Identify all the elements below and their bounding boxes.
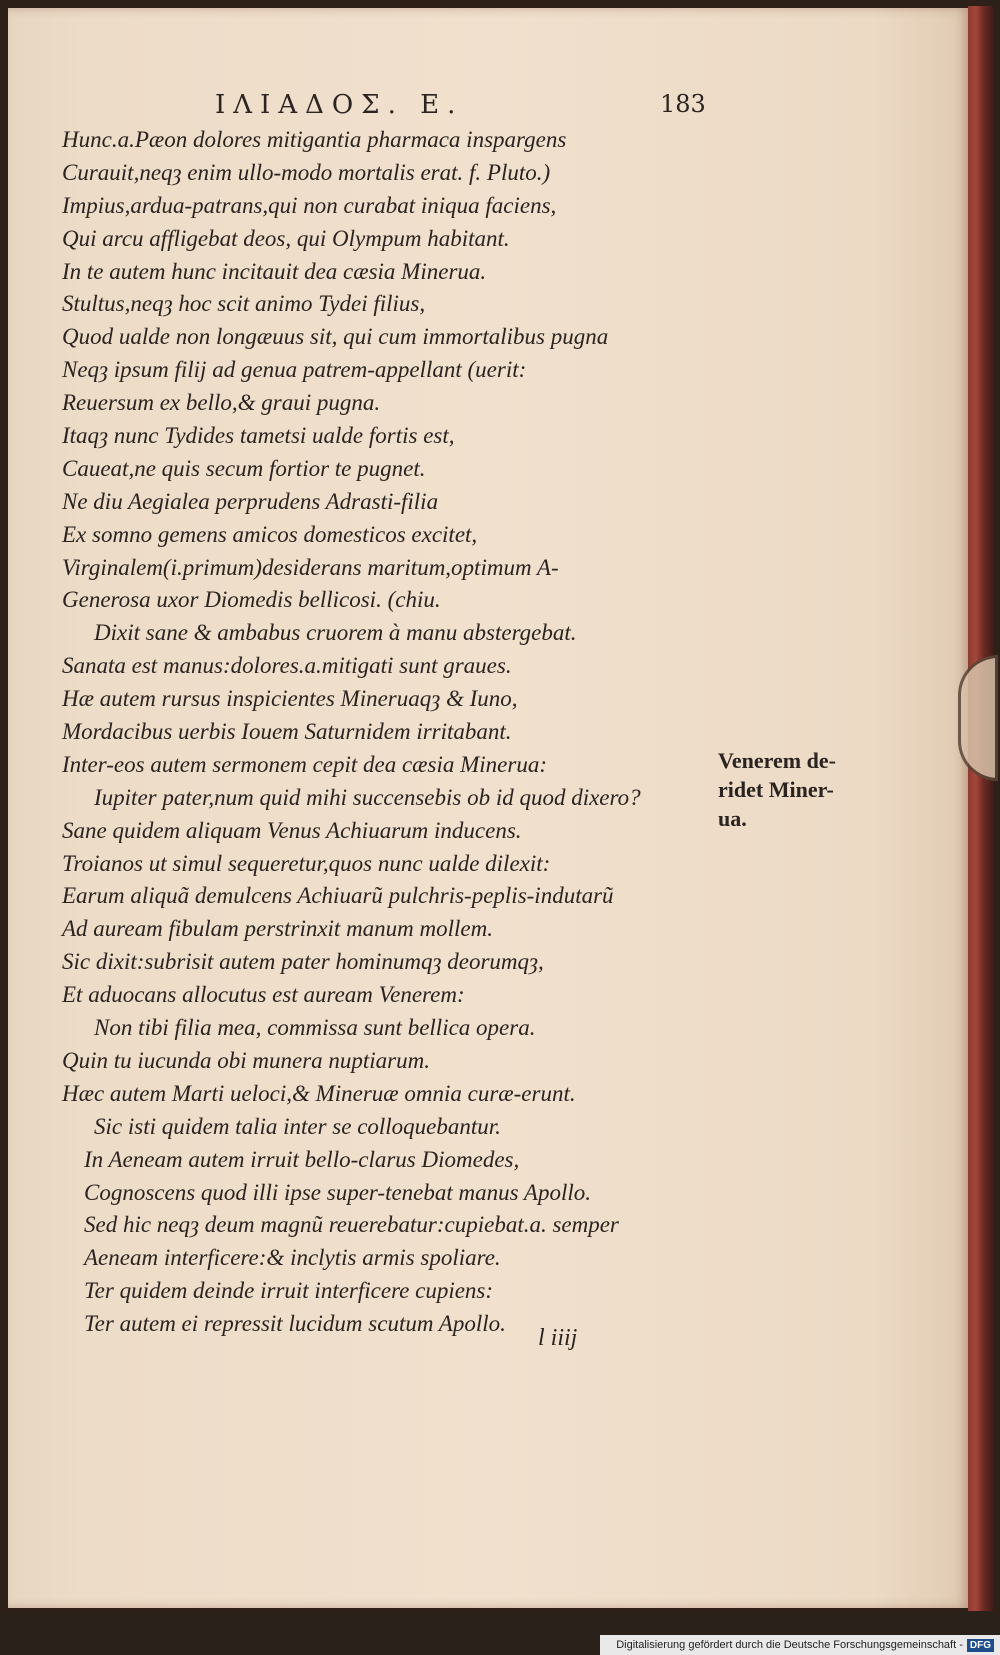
- text-line: Qui arcu affligebat deos, qui Olympum habitant.: [62, 225, 510, 251]
- running-title: ΙΛΙΑΔΟΣ. Ε.: [215, 90, 464, 120]
- text-line: Neqȝ ipsum filij ad genua patrem-appellant (uerit:: [62, 357, 527, 383]
- page-number: 183: [660, 90, 706, 118]
- text-line: Iupiter pater,num quid mihi succensebis ob id quod dixero?: [94, 784, 641, 810]
- text-line: Generosa uxor Diomedis bellicosi. (chiu.: [62, 587, 441, 613]
- text-line: Caueat,ne quis secum fortior te pugnet.: [62, 455, 426, 481]
- text-line: Reuersum ex bello,& graui pugna.: [62, 390, 381, 416]
- margin-note-line: Venerem de-: [718, 748, 836, 773]
- text-line: Curauit,neqȝ enim ullo-modo mortalis erat. f. Pluto.): [62, 159, 551, 185]
- text-line: Dixit sane & ambabus cruorem à manu abstergebat.: [94, 620, 577, 646]
- text-line: Cognoscens quod illi ipse super-tenebat manus Apollo.: [84, 1179, 591, 1205]
- text-line: Impius,ardua-patrans,qui non curabat iniqua faciens,: [62, 192, 557, 218]
- text-line: Hæ autem rursus inspicientes Mineruaqȝ & Iuno,: [62, 686, 518, 712]
- text-line: Quin tu iucunda obi munera nuptiarum.: [62, 1047, 430, 1073]
- text-line: Ne diu Aegialea perprudens Adrasti-filia: [62, 488, 439, 514]
- text-line: Quod ualde non longæuus sit, qui cum immortalibus pugna: [62, 324, 609, 350]
- text-line: Earum aliquã demulcens Achiuarũ pulchris-peplis-indutarũ: [62, 883, 614, 909]
- text-line: In Aeneam autem irruit bello-clarus Diomedes,: [84, 1146, 520, 1172]
- dfg-logo: DFG: [967, 1639, 994, 1652]
- text-line: Troianos ut simul sequeretur,quos nunc ualde dilexit:: [62, 850, 551, 876]
- text-line: Sed hic neqȝ deum magnũ reuerebatur:cupiebat.a. semper: [84, 1212, 619, 1238]
- page-edge: [968, 6, 994, 1611]
- text-line: Ter autem ei repressit lucidum scutum Apollo.: [84, 1311, 506, 1337]
- text-line: Non tibi filia mea, commissa sunt bellica opera.: [94, 1015, 536, 1041]
- margin-note-line: ua.: [718, 806, 747, 831]
- text-line: Mordacibus uerbis Iouem Saturnidem irritabant.: [62, 719, 512, 745]
- text-line: Inter-eos autem sermonem cepit dea cæsia Minerua:: [62, 751, 547, 777]
- margin-note-line: ridet Miner-: [718, 777, 834, 802]
- text-line: Ex somno gemens amicos domesticos excitet,: [62, 521, 478, 547]
- page-clip: [958, 655, 998, 781]
- footer-credit-bar: [600, 1635, 1000, 1655]
- text-line: Itaqȝ nunc Tydides tametsi ualde fortis est,: [62, 423, 455, 449]
- text-line: Hunc.a.Pæon dolores mitigantia pharmaca inspargens: [62, 127, 567, 152]
- text-block: [62, 124, 702, 1341]
- footer-credit: Digitalisierung gefördert durch die Deutsche Forschungsgemeinschaft -: [616, 1639, 963, 1651]
- text-line: Sic dixit:subrisit autem pater hominumqȝ deorumqȝ,: [62, 949, 544, 975]
- text-line: Virginalem(i.primum)desiderans maritum,optimum A-: [62, 554, 559, 580]
- text-line: Et aduocans allocutus est auream Venerem:: [62, 982, 465, 1008]
- text-line: Aeneam interficere:& inclytis armis spoliare.: [84, 1245, 501, 1271]
- text-line: Ad auream fibulam perstrinxit manum mollem.: [62, 916, 494, 942]
- text-line: Ter quidem deinde irruit interficere cupiens:: [84, 1278, 494, 1304]
- text-line: Sanata est manus:dolores.a.mitigati sunt graues.: [62, 653, 512, 679]
- signature-mark: l iiij: [538, 1325, 578, 1351]
- margin-note: [718, 746, 898, 833]
- text-line: Sic isti quidem talia inter se colloquebantur.: [94, 1113, 501, 1139]
- text-line: Hæc autem Marti ueloci,& Mineruæ omnia curæ-erunt.: [62, 1080, 576, 1106]
- text-line: In te autem hunc incitauit dea cæsia Minerua.: [62, 258, 487, 284]
- text-line: Sane quidem aliquam Venus Achiuarum inducens.: [62, 817, 522, 843]
- text-line: Stultus,neqȝ hoc scit animo Tydei filius,: [62, 291, 426, 317]
